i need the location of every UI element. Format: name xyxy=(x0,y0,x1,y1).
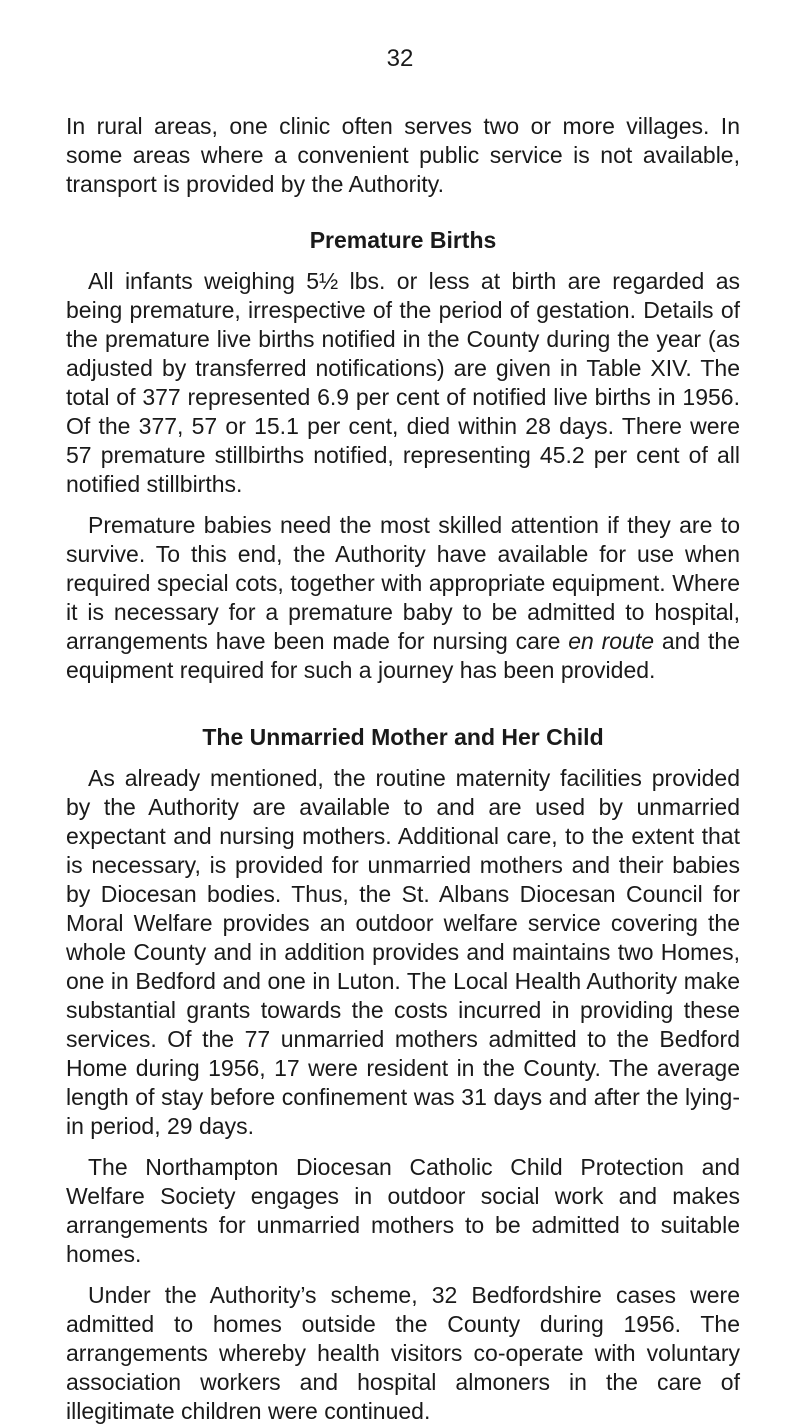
italic-phrase-en-route: en route xyxy=(568,628,655,654)
unmarried-mother-paragraph-3: Under the Authority’s scheme, 32 Bedfordshire cases were admitted to homes outside the County during 1956. The arrangements whereby health visitors co-operate with voluntary association workers and hospital almoners in the care of illegitimate children were continued. xyxy=(66,1282,740,1424)
premature-births-paragraph-1: All infants weighing 5½ lbs. or less at birth are regarded as being premature, irrespective of the period of gestation. Details of the premature live births notified in the County during the year (as adjusted by transferred notifications) are given in Table XIV. The total of 377 represented 6.9 per cent of notified live births in 1956. Of the 377, 57 or 15.1 per cent, died within 28 days. There were 57 premature stillbirths notified, representing 45.2 per cent of all notified stillbirths. xyxy=(66,268,740,497)
page-content xyxy=(66,112,740,1426)
page-number: 32 xyxy=(386,45,414,72)
intro-paragraph: In rural areas, one clinic often serves two or more villages. In some areas where a convenient public service is not available, transport is provided by the Authority. xyxy=(66,113,740,197)
section-heading-unmarried-mother: The Unmarried Mother and Her Child xyxy=(202,724,604,750)
unmarried-mother-paragraph-2: The Northampton Diocesan Catholic Child Protection and Welfare Society engages in outdoor social work and makes arrangements for unmarried mothers to be admitted to suitable homes. xyxy=(66,1154,740,1267)
premature-births-paragraph-2 xyxy=(66,511,740,685)
premature-births-paragraph-2-text-b: and the equipment required for such a journey has been provided. xyxy=(66,628,740,683)
section-heading-premature-births: Premature Births xyxy=(309,227,497,253)
unmarried-mother-paragraph-1: As already mentioned, the routine maternity facilities provided by the Authority are available to and are used by unmarried expectant and nursing mothers. Additional care, to the extent that is necessary, is provided for unmarried mothers and their babies by Diocesan bodies. Thus, the St. Albans Diocesan Council for Moral Welfare provides an outdoor welfare service covering the whole County and in addition provides and maintains two Homes, one in Bedford and one in Luton. The Local Health Authority make substantial grants towards the costs incurred in providing these services. Of the 77 unmarried mothers admitted to the Bedford Home during 1956, 17 were resident in the County. The average length of stay before confinement was 31 days and after the lying-in period, 29 days. xyxy=(66,765,740,1139)
premature-births-paragraph-2-text-a: Premature babies need the most skilled attention if they are to survive. To this end, the Authority have available for use when required special cots, together with appropriate equipment. Where it is necessary for a premature baby to be admitted to hospital, arrangements have been made for nursing care xyxy=(66,512,740,654)
